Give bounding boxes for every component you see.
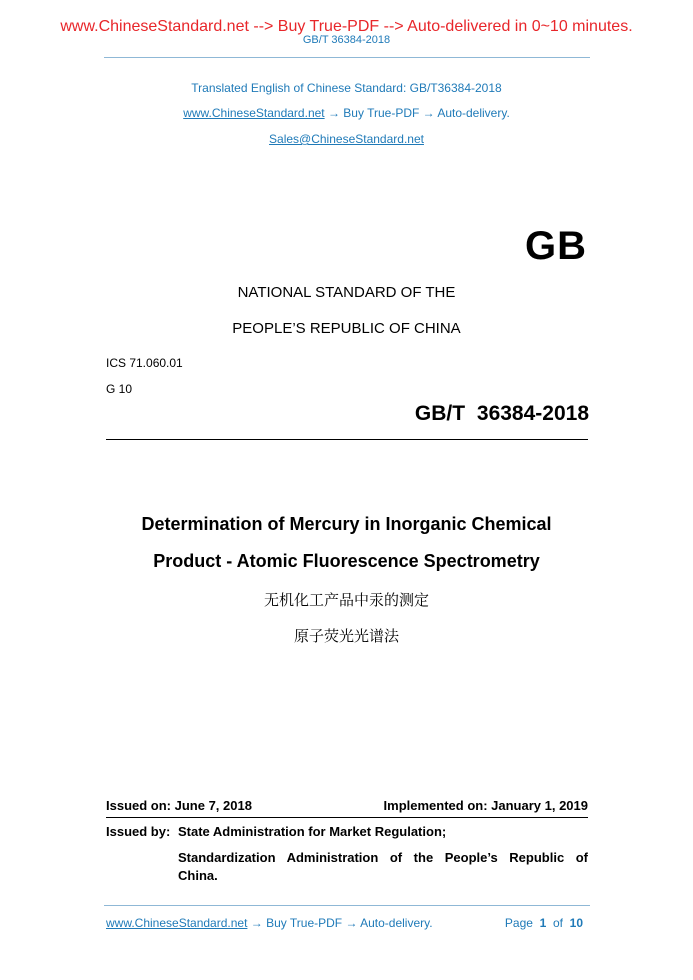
- title-chinese-line2: 原子荧光光谱法: [293, 628, 399, 645]
- header-doc-code: GB/T 36384-2018: [302, 34, 391, 46]
- issuer-name-2: Standardization Administration of the People’s Republic of: [178, 850, 588, 865]
- issuer-name-2-continued: China.: [178, 868, 218, 883]
- site-link[interactable]: www.ChineseStandard.net: [183, 106, 325, 120]
- issuance-dates-row: [106, 798, 588, 813]
- footer-buy-text: → Buy True-PDF → Auto-delivery.: [247, 916, 433, 930]
- issued-on-date: Issued on: June 7, 2018: [106, 798, 252, 813]
- intro-buy-line: [0, 106, 693, 120]
- main-divider: [106, 439, 588, 440]
- title-chinese-line1: 无机化工产品中汞的测定: [263, 592, 429, 609]
- implemented-on-date: Implemented on: January 1, 2019: [383, 798, 588, 813]
- page-indicator: [505, 916, 583, 930]
- gb-logo: GB: [525, 224, 587, 268]
- issued-by-label: Issued by:: [106, 824, 171, 839]
- translated-notice: Translated English of Chinese Standard: GB/T36384-2018: [191, 81, 502, 95]
- standard-number: GB/T 36384-2018: [414, 402, 589, 425]
- email-line: [0, 132, 693, 146]
- page-total: 10: [569, 916, 583, 930]
- page-label: Page: [504, 916, 533, 930]
- issuer-name-1: State Administration for Market Regulation;: [178, 824, 447, 839]
- top-promo-banner: www.ChineseStandard.net --> Buy True-PDF --> Auto-delivered in 0~10 minutes.: [60, 18, 633, 35]
- footer-divider: [104, 905, 590, 906]
- footer-site-link[interactable]: www.ChineseStandard.net: [106, 916, 248, 930]
- buy-arrow-text: → Buy True-PDF → Auto-delivery.: [324, 106, 510, 120]
- title-english-line2: Product - Atomic Fluorescence Spectrometry: [153, 551, 540, 571]
- title-english-line1: Determination of Mercury in Inorganic Chemical: [141, 514, 552, 534]
- header-divider: [104, 57, 590, 58]
- issuance-divider: [106, 817, 588, 818]
- national-standard-line1: NATIONAL STANDARD OF THE: [237, 284, 456, 301]
- sales-email-link[interactable]: Sales@ChineseStandard.net: [269, 132, 424, 146]
- classification-code: G 10: [106, 382, 133, 396]
- page-current: 1: [539, 916, 547, 930]
- page-of-label: of: [552, 916, 563, 930]
- ics-code: ICS 71.060.01: [106, 356, 183, 370]
- national-standard-line2: PEOPLE’S REPUBLIC OF CHINA: [232, 320, 461, 337]
- footer-buy-line: [106, 916, 433, 930]
